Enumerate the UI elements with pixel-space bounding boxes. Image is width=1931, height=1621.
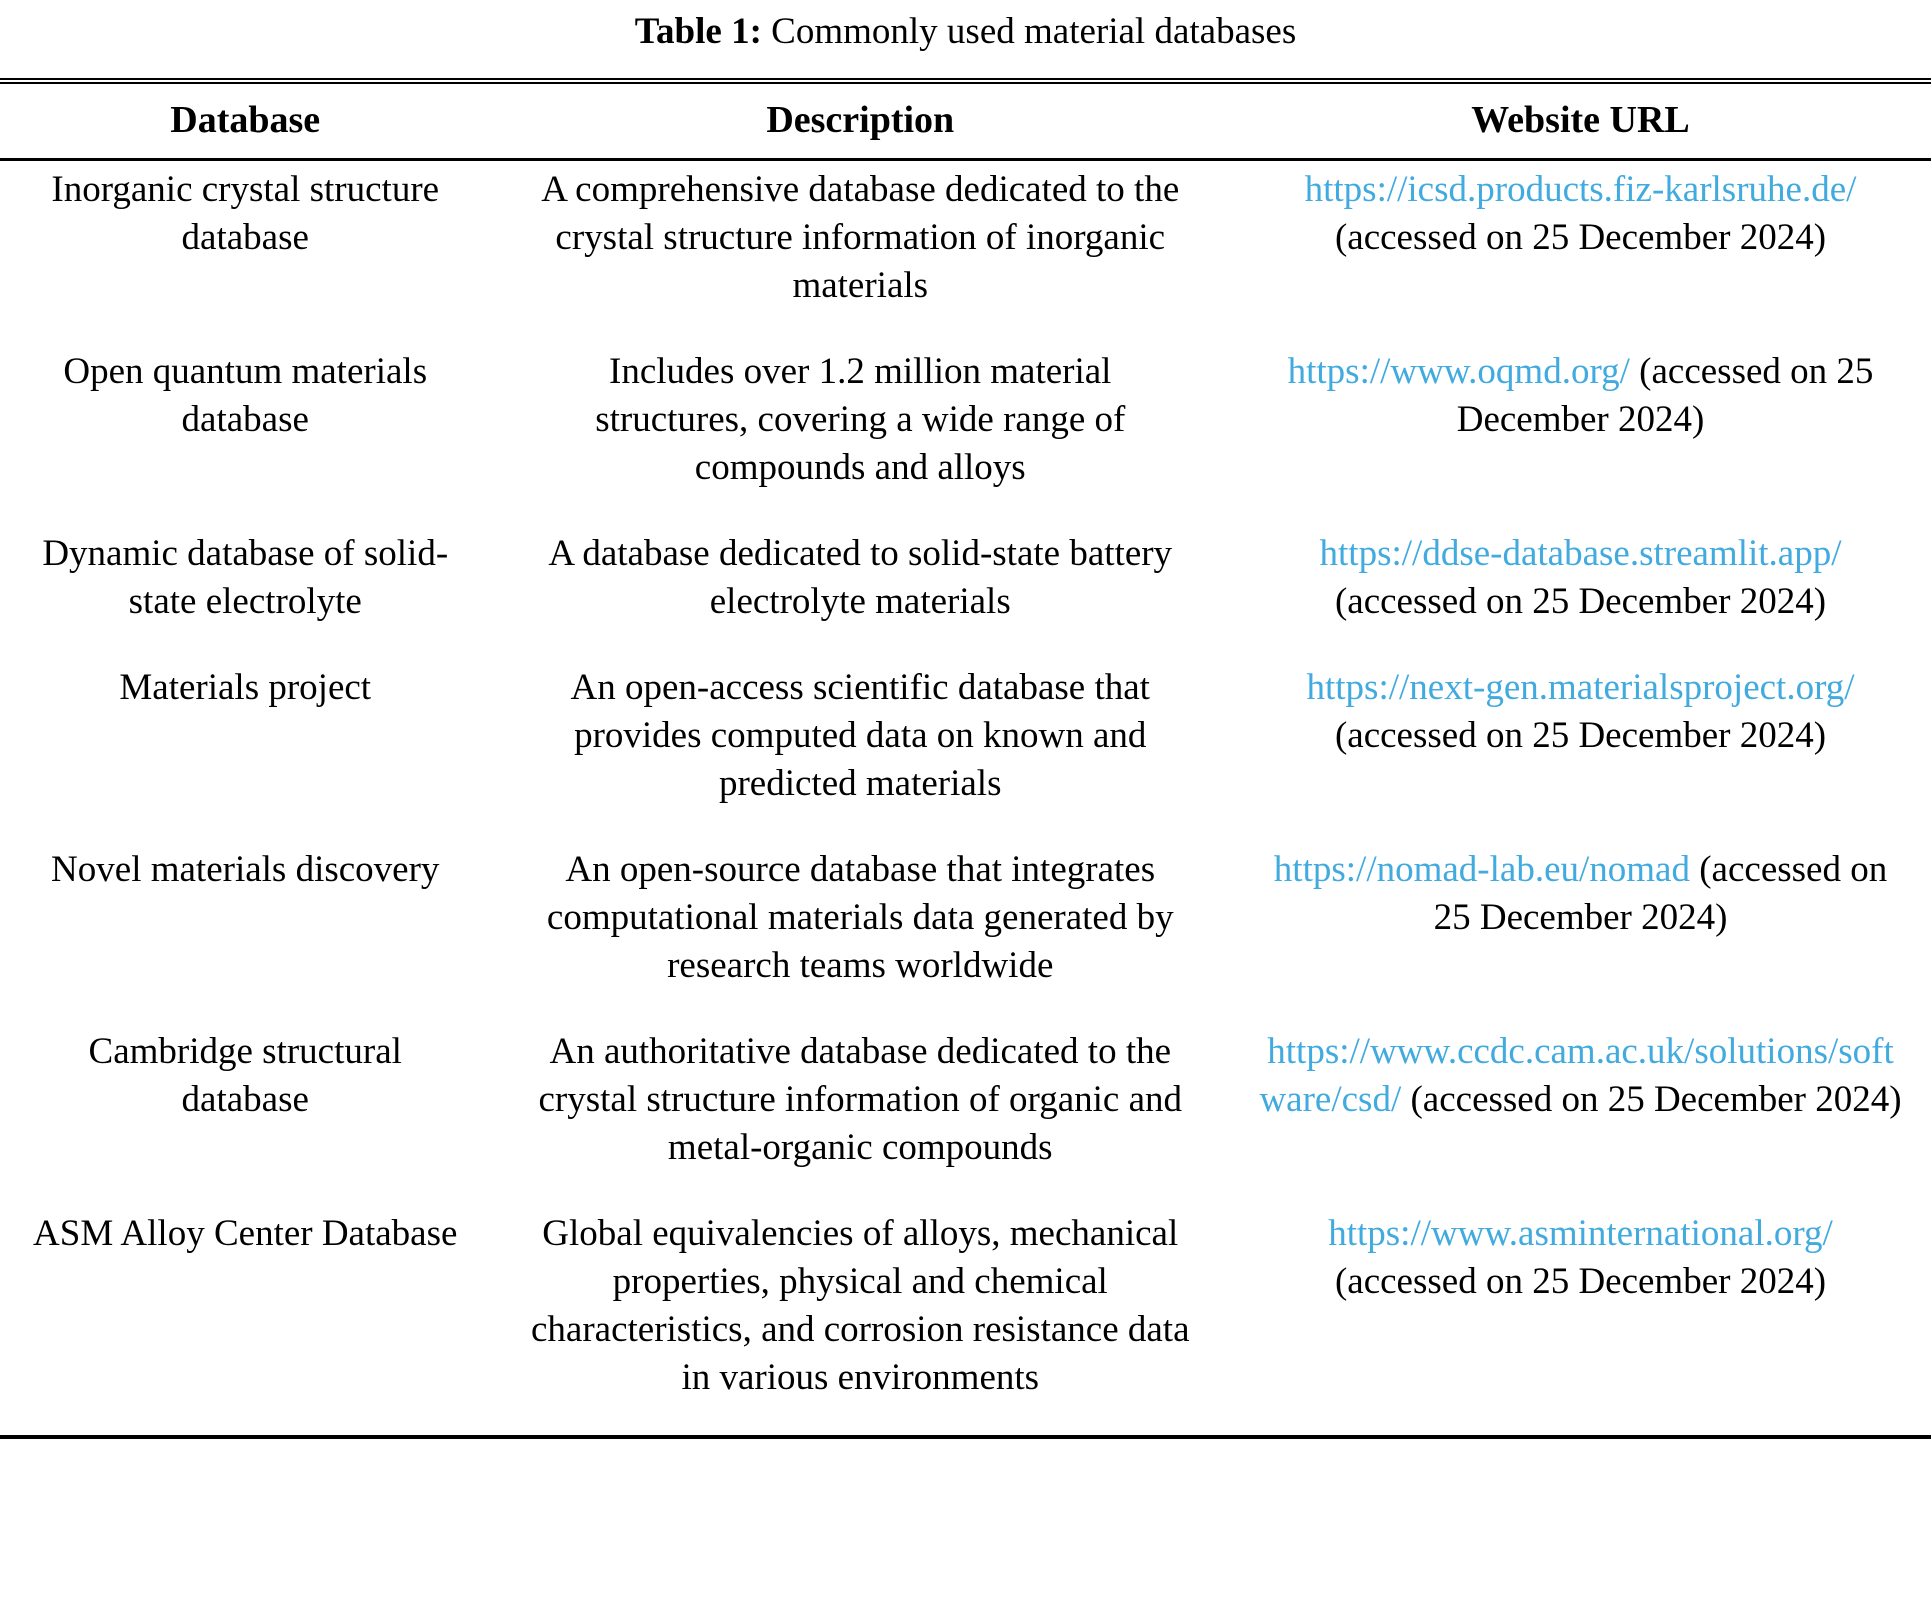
table-caption-text: Commonly used material databases [771,11,1297,52]
table-row [0,1205,1931,1437]
website-url-cell [1230,659,1931,841]
database-description: Global equivalencies of alloys, mechanical properties, physical and chemical characteristics, and corrosion resistance data in various environments [530,1213,1190,1398]
table-row [0,659,1931,841]
database-description: An open-access scientific database that provides computed data on known and predicted materials [570,667,1150,804]
material-databases-table [0,78,1931,1439]
accessed-note: (accessed on 25 December 2024) [1433,849,1888,938]
database-url-link[interactable]: https://www.asminternational.org/ [1328,1213,1833,1254]
database-name: Inorganic crystal structure database [51,169,440,258]
database-name: Dynamic database of solid-state electrolyte [42,533,449,622]
website-url-cell [1230,1205,1931,1437]
database-url-link[interactable]: https://next-gen.materialsproject.org/ [1306,667,1855,708]
accessed-note: (accessed on 25 December 2024) [1456,351,1874,440]
accessed-note: (accessed on 25 December 2024) [1334,1261,1827,1302]
database-name: Cambridge structural database [88,1031,402,1120]
database-name: Novel materials discovery [51,849,440,890]
database-name: ASM Alloy Center Database [33,1213,458,1254]
website-url-cell [1230,1023,1931,1205]
header-row [0,81,1931,160]
accessed-note: (accessed on 25 December 2024) [1410,1079,1902,1120]
table-row [0,1023,1931,1205]
header-database: Database [0,81,490,160]
accessed-note: (accessed on 25 December 2024) [1334,715,1827,756]
database-description: An open-source database that integrates computational materials data generated by research teams worldwide [546,849,1174,986]
accessed-note: (accessed on 25 December 2024) [1334,581,1827,622]
database-url-link[interactable]: https://nomad-lab.eu/nomad [1273,849,1690,890]
database-url-link[interactable]: https://icsd.products.fiz-karlsruhe.de/ [1304,169,1857,210]
website-url-cell [1230,841,1931,1023]
database-url-link[interactable]: https://www.ccdc.cam.ac.uk/solutions/software/csd/ [1259,1031,1894,1120]
table-row [0,841,1931,1023]
database-url-link[interactable]: https://ddse-database.streamlit.app/ [1319,533,1842,574]
database-description: A database dedicated to solid-state battery electrolyte materials [548,533,1173,622]
header-description: Description [490,81,1230,160]
table-row [0,343,1931,525]
website-url-cell [1230,525,1931,659]
database-description: An authoritative database dedicated to the crystal structure information of organic and metal-organic compounds [538,1031,1183,1168]
database-name: Materials project [119,667,372,708]
website-url-cell [1230,160,1931,344]
website-url-cell [1230,343,1931,525]
table-row [0,160,1931,344]
database-url-link[interactable]: https://www.oqmd.org/ [1287,351,1630,392]
database-description: A comprehensive database dedicated to the crystal structure information of inorganic materials [541,169,1180,306]
accessed-note: (accessed on 25 December 2024) [1334,217,1827,258]
header-website-url: Website URL [1230,81,1931,160]
database-description: Includes over 1.2 million material structures, covering a wide range of compounds and alloys [595,351,1126,488]
table-row [0,525,1931,659]
table-caption-label: Table 1: [634,11,762,52]
database-name: Open quantum materials database [63,351,428,440]
table-caption [0,8,1931,56]
